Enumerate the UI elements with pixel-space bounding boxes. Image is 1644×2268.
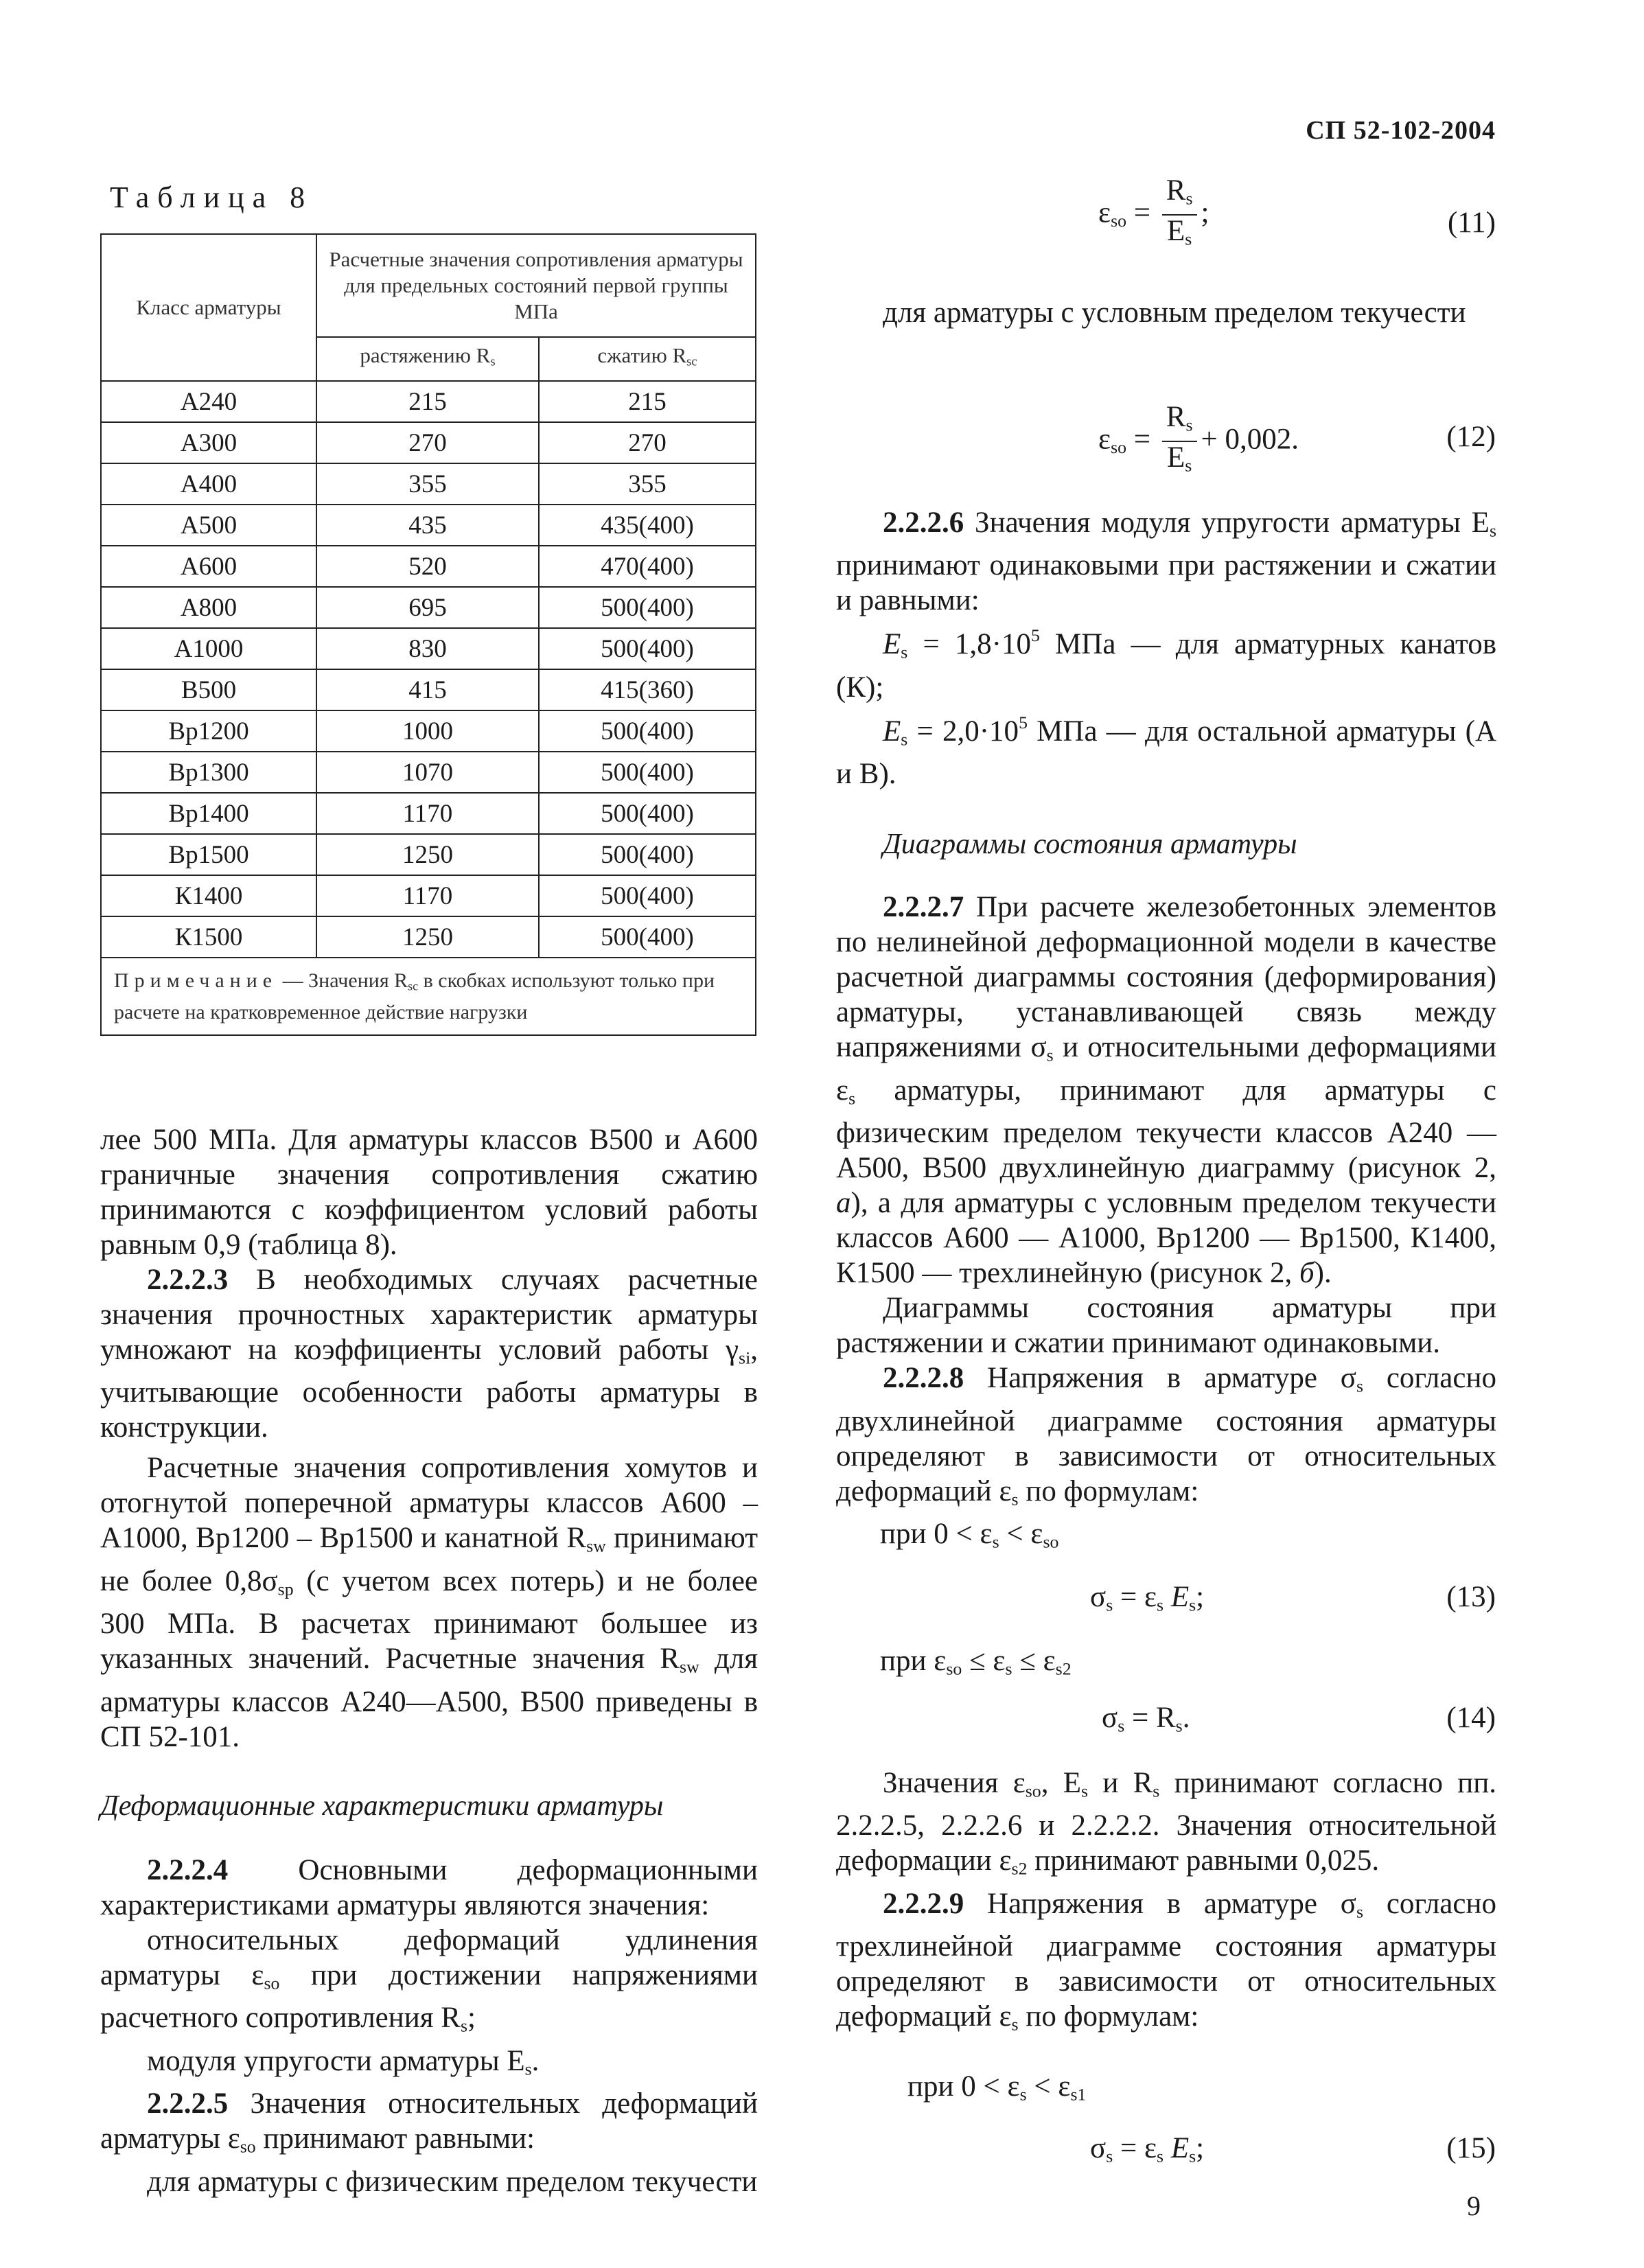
table-row bbox=[101, 546, 756, 587]
section-heading: Диаграммы состояния арматуры bbox=[883, 829, 1297, 861]
left-column bbox=[100, 1122, 758, 2199]
cell-compression: 215 bbox=[539, 381, 756, 422]
equation-15: $\sigma_s = \varepsilon_s$ $E_s$; bbox=[1090, 2132, 1205, 2166]
page-number: 9 bbox=[1467, 2190, 1481, 2221]
table-row bbox=[101, 505, 756, 546]
cell-compression: 500(400) bbox=[539, 710, 756, 752]
paragraph: модуля упругости арматуры $E_s$. bbox=[147, 2044, 540, 2079]
cell-class: А800 bbox=[101, 587, 316, 628]
table-row bbox=[101, 628, 756, 669]
cell-tension: 1170 bbox=[316, 875, 539, 916]
paragraph-2-2-2-6: 2.2.2.6 Значения модуля упругости арматуры $E_s$ принимают одинаковыми при растяжении и сжатии и равными: bbox=[836, 507, 1496, 617]
cell-class: А600 bbox=[101, 546, 316, 587]
cell-class: Вр1500 bbox=[101, 834, 316, 875]
paragraph: Диаграммы состояния арматуры при растяжении и сжатии принимают одинаковыми. bbox=[836, 1292, 1496, 1360]
cell-class: В500 bbox=[101, 669, 316, 710]
table-row bbox=[101, 875, 756, 916]
equation-11: $\varepsilon_{so}$ = $\frac{R_s}{E_s}$ ; bbox=[1098, 174, 1209, 249]
header-group: Расчетные значения сопротивления арматуры для предельных состояний первой группы МПа bbox=[316, 234, 756, 337]
paragraph: $E_s = 1,8\cdot 10^5$ МПа — для арматурных канатов (К); bbox=[836, 625, 1496, 704]
cell-tension: 215 bbox=[316, 381, 539, 422]
cell-tension: 415 bbox=[316, 669, 539, 710]
paragraph-2-2-2-4: 2.2.2.4 Основными деформационными характеристиками арматуры являются значения: bbox=[100, 1853, 758, 1921]
paragraph-2-2-2-7: 2.2.2.7 При расчете железобетонных элементов по нелинейной деформационной модели в качестве расчетной диаграммы состояния (деформирования) арматуры, устанавливающей связь между напряжениями $\sigma_s$ и относительными деформациями $\varepsilon_s$ арматуры, принимают для арматуры с физическим пределом текучести классов А240 — А500, В500 двухлинейную диаграмму (рисунок 2, а), а для арматуры с условным пределом текучести классов А600 — А1000, Вр1200 — Вр1500, К1400, К1500 — трехлинейную (рисунок 2, б). bbox=[836, 891, 1496, 1290]
paragraph: $E_s = 2,0\cdot 10^5$ МПа — для остальной арматуры (А и В). bbox=[836, 712, 1497, 791]
cell-tension: 1170 bbox=[316, 793, 539, 834]
table-row bbox=[101, 710, 756, 752]
condition-13: при $0 < \varepsilon_s < \varepsilon_{so}$ bbox=[880, 1518, 1059, 1552]
cell-tension: 520 bbox=[316, 546, 539, 587]
cell-tension: 1000 bbox=[316, 710, 539, 752]
header-tension: растяжению $R_s$ bbox=[316, 337, 539, 381]
paragraph-2-2-2-3: 2.2.2.3 В необходимых случаях расчетные значения прочностных характеристик арматуры умножают на коэффициенты условий работы $\gamma_{si}$, учитывающие особенности работы арматуры в конструкции. bbox=[100, 1264, 758, 1444]
equation-12-label: (12) bbox=[1446, 421, 1496, 453]
cell-tension: 435 bbox=[316, 505, 539, 546]
table-row bbox=[101, 752, 756, 793]
paragraph: лее 500 МПа. Для арматуры классов В500 и А600 граничные значения сопротивления сжатию принимаются с коэффициентом условий работы равным 0,9 (таблица 8). bbox=[100, 1124, 758, 1261]
equation-13: $\sigma_s = \varepsilon_s$ $E_s$; bbox=[1090, 1581, 1205, 1615]
table-row bbox=[101, 669, 756, 710]
section-heading: Деформационные характеристики арматуры bbox=[100, 1790, 664, 1822]
table-8 bbox=[100, 233, 756, 1036]
equation-14-label: (14) bbox=[1446, 1702, 1496, 1734]
equation-14: $\sigma_s = R_s$. bbox=[1102, 1702, 1190, 1736]
header-class: Класс арматуры bbox=[101, 234, 316, 381]
paragraph: для арматуры с физическим пределом текучести bbox=[147, 2165, 758, 2198]
cell-tension: 1250 bbox=[316, 834, 539, 875]
table-row bbox=[101, 834, 756, 875]
cell-tension: 1250 bbox=[316, 916, 539, 958]
paragraph: Значения $\varepsilon_{so}$, $E_s$ и $R_s$ принимают согласно пп. 2.2.2.5, 2.2.2.6 и 2.2.2.2. Значения относительной деформации $\varepsilon_{s2}$ принимают равными 0,025. bbox=[836, 1767, 1496, 1879]
equation-12: $\varepsilon_{so}$ = $\frac{R_s}{E_s}$ + 0,002. bbox=[1098, 401, 1299, 476]
cell-compression: 500(400) bbox=[539, 752, 756, 793]
table-row bbox=[101, 381, 756, 422]
cell-compression: 470(400) bbox=[539, 546, 756, 587]
cell-tension: 1070 bbox=[316, 752, 539, 793]
cell-compression: 435(400) bbox=[539, 505, 756, 546]
table-caption: Таблица 8 bbox=[110, 181, 314, 214]
cell-compression: 355 bbox=[539, 463, 756, 505]
table-row bbox=[101, 587, 756, 628]
cell-class: К1500 bbox=[101, 916, 316, 958]
cell-compression: 500(400) bbox=[539, 834, 756, 875]
cell-class: А500 bbox=[101, 505, 316, 546]
cell-class: К1400 bbox=[101, 875, 316, 916]
cell-class: А240 bbox=[101, 381, 316, 422]
cell-class: Вр1300 bbox=[101, 752, 316, 793]
table-note: Примечание — Значения $R_{sc}$ в скобках используют только при расчете на кратковременное действие нагрузки bbox=[101, 958, 756, 1035]
cell-class: А1000 bbox=[101, 628, 316, 669]
cell-tension: 695 bbox=[316, 587, 539, 628]
right-paragraph-1: для арматуры с условным пределом текучести bbox=[883, 297, 1466, 329]
equation-13-label: (13) bbox=[1446, 1581, 1496, 1613]
table-row bbox=[101, 463, 756, 505]
paragraph: относительных деформаций удлинения арматуры $\varepsilon_{so}$ при достижении напряжениями расчетного сопротивления $R_s$; bbox=[100, 1923, 759, 2036]
cell-compression: 500(400) bbox=[539, 916, 756, 958]
cell-compression: 415(360) bbox=[539, 669, 756, 710]
paragraph-2-2-2-5: 2.2.2.5 Значения относительных деформаций арматуры $\varepsilon_{so}$ принимают равными: bbox=[100, 2087, 758, 2157]
paragraph: Расчетные значения сопротивления хомутов и отогнутой поперечной арматуры классов А600 – А1000, Вр1200 – Вр1500 и канатной $R_{sw}$ принимают не более $0,8\sigma_{sp}$ (с учетом всех потерь) и не более 300 МПа. В расчетах принимают большее из указанных значений. Расчетные значения $R_{sw}$ для арматуры классов А240—А500, В500 приведены в СП 52-101. bbox=[100, 1452, 759, 1753]
cell-class: А400 bbox=[101, 463, 316, 505]
cell-tension: 355 bbox=[316, 463, 539, 505]
cell-compression: 500(400) bbox=[539, 587, 756, 628]
paragraph-2-2-2-8: 2.2.2.8 Напряжения в арматуре $\sigma_s$ согласно двухлинейной диаграмме состояния арматуры определяют в зависимости от относительных деформаций $\varepsilon_s$ по формулам: bbox=[836, 1362, 1496, 1509]
cell-tension: 270 bbox=[316, 422, 539, 463]
header-compression: сжатию $R_{sc}$ bbox=[539, 337, 756, 381]
equation-15-label: (15) bbox=[1446, 2132, 1496, 2164]
right-column-lower bbox=[836, 1766, 1496, 2042]
cell-compression: 500(400) bbox=[539, 628, 756, 669]
condition-14: при $\varepsilon_{so} \le \varepsilon_s \le \varepsilon_{s2}$ bbox=[880, 1645, 1072, 1679]
cell-compression: 270 bbox=[539, 422, 756, 463]
paragraph-2-2-2-9: 2.2.2.9 Напряжения в арматуре $\sigma_s$ согласно трехлинейной диаграмме состояния арматуры определяют в зависимости от относительных деформаций $\varepsilon_s$ по формулам: bbox=[836, 1887, 1496, 2035]
table-row bbox=[101, 916, 756, 958]
cell-tension: 830 bbox=[316, 628, 539, 669]
cell-compression: 500(400) bbox=[539, 875, 756, 916]
cell-class: Вр1400 bbox=[101, 793, 316, 834]
cell-compression: 500(400) bbox=[539, 793, 756, 834]
cell-class: А300 bbox=[101, 422, 316, 463]
cell-class: Вр1200 bbox=[101, 710, 316, 752]
condition-15: при $0 < \varepsilon_s < \varepsilon_{s1}$ bbox=[907, 2070, 1087, 2105]
table-row bbox=[101, 793, 756, 834]
table-row bbox=[101, 422, 756, 463]
right-column-upper bbox=[836, 505, 1496, 1516]
document-code: СП 52-102-2004 bbox=[1306, 116, 1496, 145]
equation-11-label: (11) bbox=[1447, 207, 1496, 239]
